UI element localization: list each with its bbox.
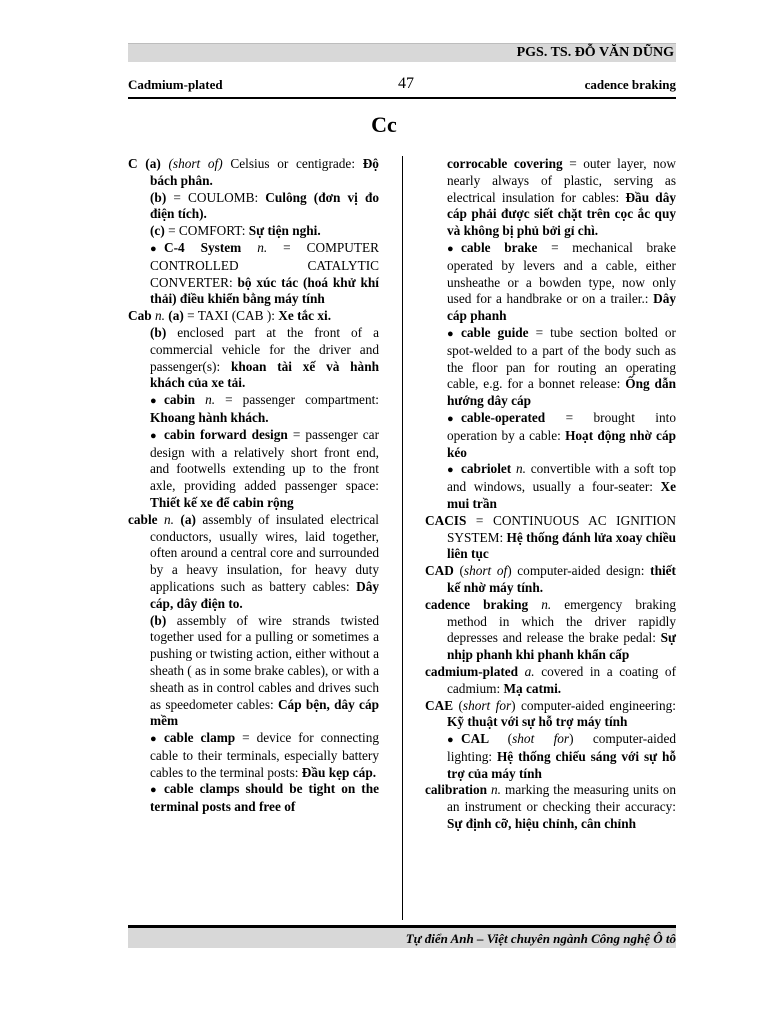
entry-text: bộ xúc tác (hoá khử khí thải) điều khiển bằng máy tính — [150, 274, 379, 307]
dictionary-entry — [128, 156, 379, 190]
entry-text: = passenger car design with a relatively short front end, and footwells extending up to the front axle, providing added passenger space: — [150, 426, 379, 494]
entry-text: shot for — [512, 731, 570, 747]
dictionary-entry — [128, 427, 379, 512]
entry-text: Hoạt động nhờ cáp kéo — [447, 427, 676, 460]
entry-text: cable clamps should be tight on the terminal posts and free of — [150, 781, 379, 815]
entry-text: n. — [257, 239, 284, 255]
entry-text: Đầu dây cáp phải được siết chặt trên cọc ắc quy và không bị phủ bởi gỉ chì. — [447, 189, 676, 239]
entry-text: Đầu kẹp cáp. — [301, 764, 377, 780]
entry-text: (a) — [145, 156, 169, 171]
entry-text: Thiết kế xe để cabin rộng — [150, 494, 294, 510]
column-divider — [402, 156, 403, 920]
page-number: 47 — [398, 75, 414, 92]
left-guide-word: Cadmium-plated — [128, 77, 223, 92]
entry-text: CACIS — [425, 512, 476, 528]
entry-text: Cáp bện, dây cáp mềm — [150, 696, 379, 729]
entry-text: cadmium-plated — [425, 663, 525, 679]
entry-text: assembly of wire strands twisted together used for a pulling or sometimes a pushing or twisting action, either without a sheath ( as in some brake cables), or with a sheath as in control cables and drives such as speedometer cables: — [150, 612, 379, 712]
author-bar — [128, 43, 676, 62]
entry-text: cable guide — [461, 324, 536, 340]
entry-text: Sự định cỡ, hiệu chỉnh, cân chỉnh — [447, 816, 637, 832]
entry-text: ( — [507, 731, 513, 747]
entry-text: = device for connecting cable to their terminals, especially battery cables to the terminal posts: — [150, 730, 379, 780]
right-guide-word: cadence braking — [584, 77, 676, 92]
entry-text: cable clamp — [164, 730, 243, 746]
entry-text: CAL — [461, 731, 508, 747]
dictionary-entry — [425, 782, 676, 832]
dictionary-entry — [128, 240, 379, 308]
entry-text: CAE — [425, 697, 459, 713]
entry-text: assembly of insulated electrical conductors, usually wires, laid together, often around a central core and surrounded by a heavy insulation, for heavy duty applications such as battery cables: — [150, 511, 379, 594]
dictionary-entry — [425, 698, 676, 732]
dictionary-entry — [128, 325, 379, 392]
entry-text: cable-operated — [461, 409, 566, 425]
entry-text: (c) — [150, 223, 169, 239]
entry-text: (b) — [150, 324, 178, 340]
dictionary-entry — [425, 664, 676, 698]
entry-text: Mạ catmi. — [503, 680, 562, 696]
dictionary-entry — [128, 613, 379, 731]
entry-text: short of — [463, 563, 508, 579]
dictionary-entry — [128, 512, 379, 613]
entry-text: n. — [491, 782, 505, 798]
entry-text: ( — [458, 697, 463, 713]
entry-text: Sự tiện nghi. — [248, 223, 321, 239]
entry-text: Ống dẫn hướng dây cáp — [447, 376, 676, 409]
dictionary-entry — [128, 223, 379, 240]
dictionary-entry — [425, 513, 676, 563]
entry-text: = COMPUTER CONTROLLED CATALYTIC CONVERTER: — [150, 239, 380, 290]
entry-text: cabriolet — [461, 461, 516, 477]
dictionary-entry — [425, 731, 676, 782]
entry-text: ) computer-aided engineering: — [511, 697, 676, 713]
entry-text: n. — [164, 511, 181, 527]
entry-text: C — [128, 156, 146, 171]
entry-text: CAD — [425, 563, 460, 579]
running-header — [128, 75, 676, 99]
entry-text: (short of) — [168, 156, 231, 171]
entry-text: Khoang hành khách. — [150, 409, 269, 425]
entry-text: a. — [524, 663, 542, 679]
dictionary-entry — [425, 597, 676, 664]
dictionary-entry — [425, 156, 676, 240]
entry-text: (b) — [150, 189, 174, 205]
entry-text: Celsius or centigrade: — [230, 156, 363, 171]
entry-text: cabin — [164, 392, 206, 408]
entry-text: thiết kế nhờ máy tính. — [447, 563, 676, 595]
entry-text: cadence braking — [425, 596, 542, 612]
entry-text: Sự nhịp phanh khi phanh khẩn cấp — [447, 630, 676, 663]
entry-text: short for — [462, 697, 512, 713]
entry-text: cabin forward design — [164, 426, 293, 442]
entry-text: = passenger compartment: — [225, 392, 380, 408]
entry-text: convertible with a soft top and windows, usually a four-seater: — [447, 461, 676, 495]
dictionary-entry — [425, 240, 676, 325]
entry-text: marking the measuring units on an instrument or checking their accuracy: — [447, 782, 676, 815]
entry-text: khoan tài xế và hành khách của xe tải. — [150, 358, 379, 391]
entry-text: (a) — [168, 308, 188, 324]
entry-text: corrocable covering — [447, 156, 570, 171]
footer-title: Tự điển Anh – Việt chuyên ngành Công nghệ Ô tô — [405, 931, 676, 946]
entry-text: calibration — [425, 782, 492, 798]
dictionary-entry — [425, 325, 676, 410]
entry-text: enclosed part at the front of a commercial vehicle for the driver and passenger(s): — [150, 324, 379, 374]
dictionary-entry — [128, 781, 379, 816]
dictionary-entry — [128, 308, 379, 325]
entry-text: C-4 System — [164, 239, 258, 255]
left-column — [128, 156, 379, 816]
dictionary-entry — [425, 563, 676, 597]
entry-text: covered in a coating of cadmium: — [447, 663, 677, 696]
entry-text: Hệ thống chiếu sáng với sự hỗ trợ của máy tính — [447, 748, 677, 781]
entry-text: ) computer-aided lighting: — [447, 731, 676, 764]
entry-text: = TAXI (CAB ): — [187, 308, 279, 324]
dictionary-entry — [128, 392, 379, 427]
entry-text: Xe tắc xi. — [278, 308, 332, 324]
entry-text: Cab — [128, 308, 155, 324]
entry-text: n. — [205, 392, 226, 408]
entry-text: ) computer-aided design: — [507, 563, 651, 579]
entry-text: cable brake — [461, 239, 552, 255]
letter-heading: Cc — [371, 112, 397, 137]
dictionary-entry — [128, 730, 379, 781]
entry-text: ( — [459, 563, 464, 579]
dictionary-entry — [425, 461, 676, 512]
entry-text: = outer layer, now nearly always of plastic, serving as electrical insulation for cables: — [447, 156, 676, 205]
entry-text: cable — [128, 511, 164, 527]
entry-text: Dây cáp phanh — [447, 291, 676, 324]
entry-text: = tube section bolted or spot-welded to a part of the body such as the floor pan for routing an operating cable, e.g. for a bonnet release: — [447, 324, 676, 392]
entry-text: (a) — [180, 511, 203, 527]
footer-bar — [128, 925, 676, 948]
entry-text: Hệ thống đánh lửa xoay chiều liên tục — [447, 529, 676, 562]
entry-text: = CONTINUOUS AC IGNITION SYSTEM: — [447, 512, 676, 545]
dictionary-entry — [128, 190, 379, 224]
entry-text: (b) — [150, 612, 177, 628]
entry-text: = brought into operation by a cable: — [447, 409, 676, 443]
entry-text: Culông (đơn vị đo điện tích). — [150, 189, 379, 222]
entry-text: Độ bách phân. — [150, 156, 379, 188]
entry-text: = COULOMB: — [173, 189, 266, 205]
entry-text: = mechanical brake operated by levers and a cable, either unsheathe or a bowden type, now only used for a handbrake or on a trailer.: — [447, 239, 676, 307]
entry-text: n. — [541, 596, 565, 612]
entry-text: Kỹ thuật với sự hỗ trợ máy tính — [447, 714, 628, 730]
entry-text: n. — [515, 461, 531, 477]
dictionary-entry — [425, 410, 676, 461]
entry-text: Dây cáp, dây điện to. — [150, 578, 379, 611]
entry-text: emergency braking method in which the driver rapidly depresses and release the brake pedal: — [447, 596, 676, 646]
author-name: PGS. TS. ĐỖ VĂN DŨNG — [516, 45, 674, 60]
right-column — [425, 156, 676, 833]
entry-text: = COMFORT: — [168, 223, 249, 239]
entry-text: Xe mui trần — [447, 479, 676, 511]
entry-text: n. — [154, 308, 169, 324]
